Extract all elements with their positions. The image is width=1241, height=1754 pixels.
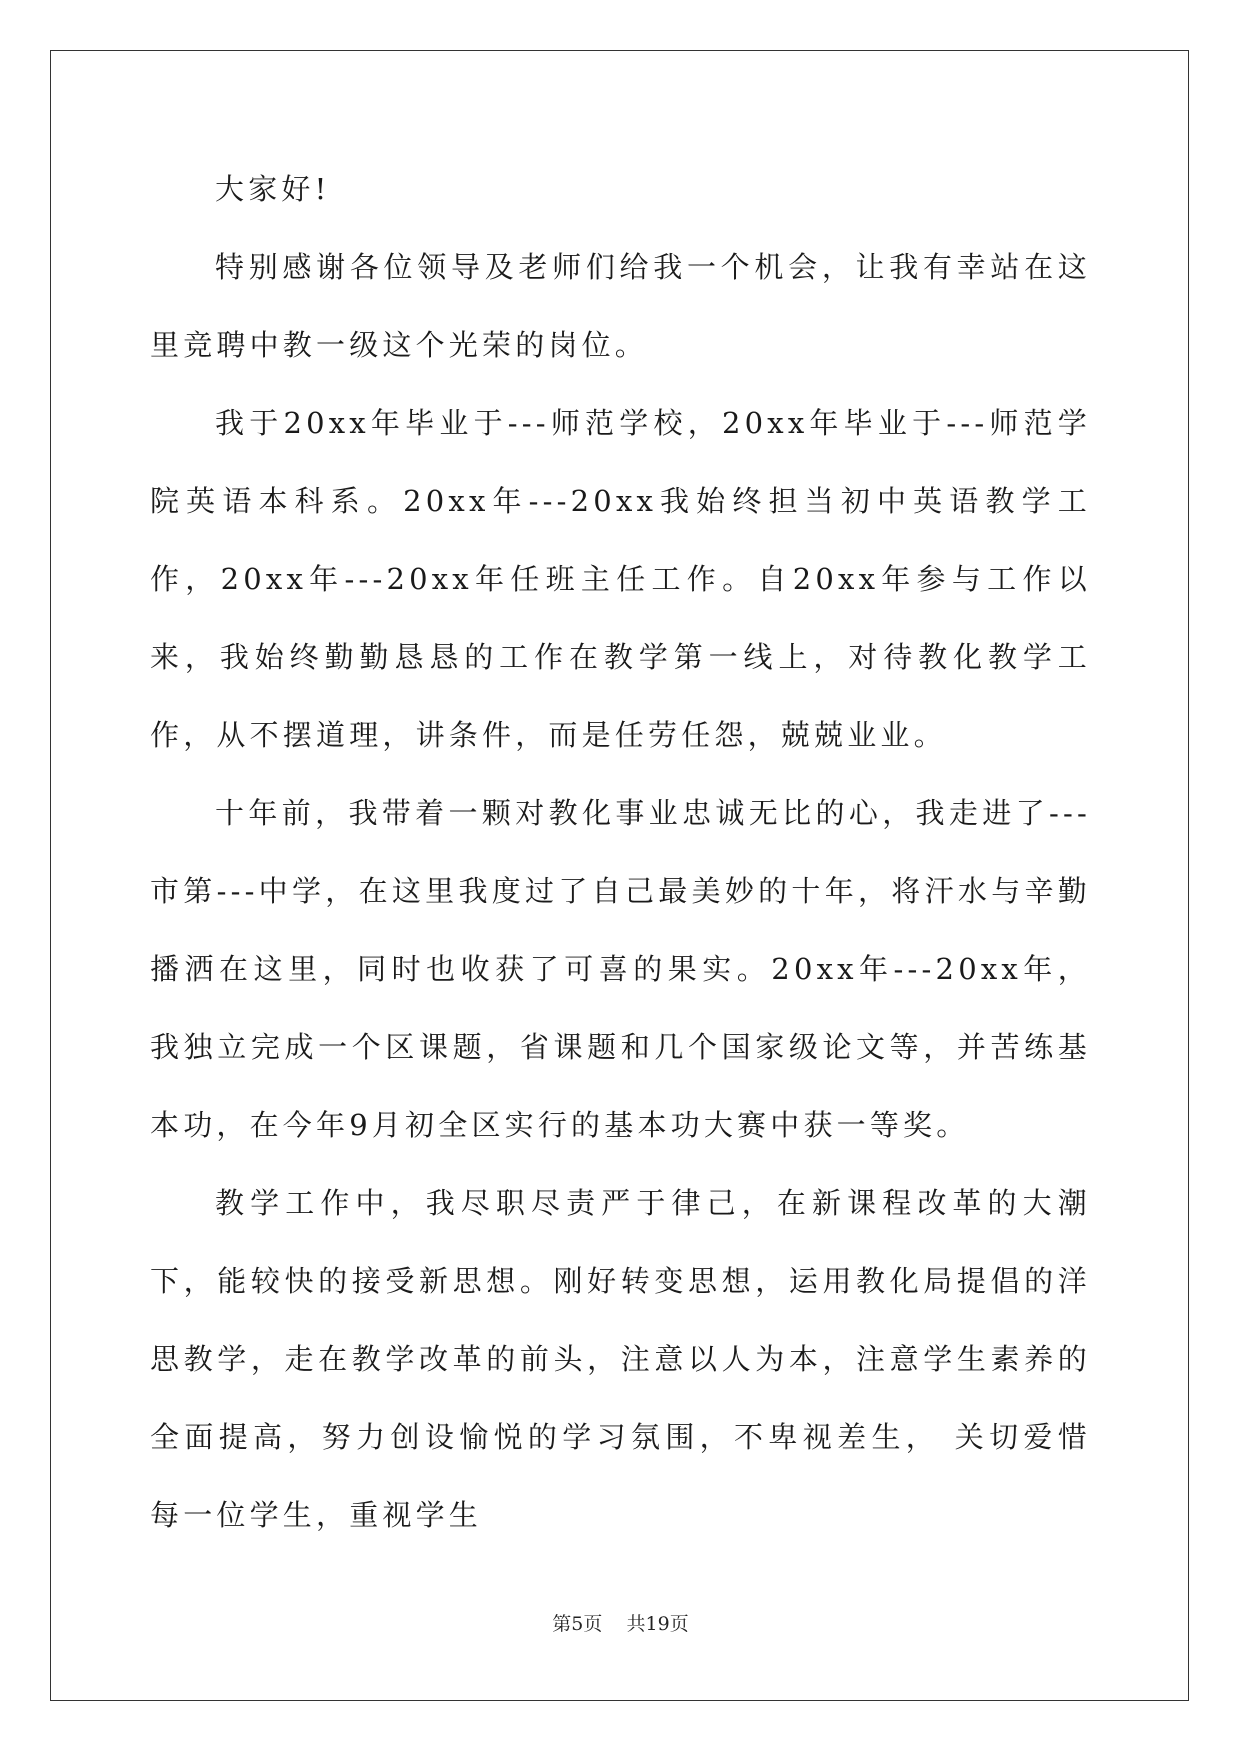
- paragraph-thanks: 特别感谢各位领导及老师们给我一个机会，让我有幸站在这里竞聘中教一级这个光荣的岗位。: [150, 250, 1091, 362]
- document-body: [150, 150, 1091, 1554]
- paragraph-greeting: 大家好!: [215, 172, 331, 206]
- page-number: 第5页 共19页: [552, 1613, 689, 1635]
- paragraph-teaching-work: 教学工作中，我尽职尽责严于律己，在新课程改革的大潮下，能较快的接受新思想。刚好转变思想，运用教化局提倡的洋思教学，走在教学改革的前头，注意以人为本，注意学生素养的全面提高，努力创设愉悦的学习氛围，不卑视差生， 关切爱惜每一位学生，重视学生: [150, 1186, 1091, 1532]
- paragraph-ten-years: 十年前，我带着一颗对教化事业忠诚无比的心，我走进了---市第---中学，在这里我度过了自己最美妙的十年，将汗水与辛勤播洒在这里，同时也收获了可喜的果实。20xx年---20xx年，我独立完成一个区课题，省课题和几个国家级论文等，并苦练基本功，在今年9月初全区实行的基本功大赛中获一等奖。: [150, 796, 1091, 1142]
- paragraph-background: 我于20xx年毕业于---师范学校，20xx年毕业于---师范学院英语本科系。20xx年---20xx我始终担当初中英语教学工作，20xx年---20xx年任班主任工作。自20xx年参与工作以来，我始终勤勤恳恳的工作在教学第一线上，对待教化教学工作，从不摆道理，讲条件，而是任劳任怨，兢兢业业。: [150, 406, 1091, 752]
